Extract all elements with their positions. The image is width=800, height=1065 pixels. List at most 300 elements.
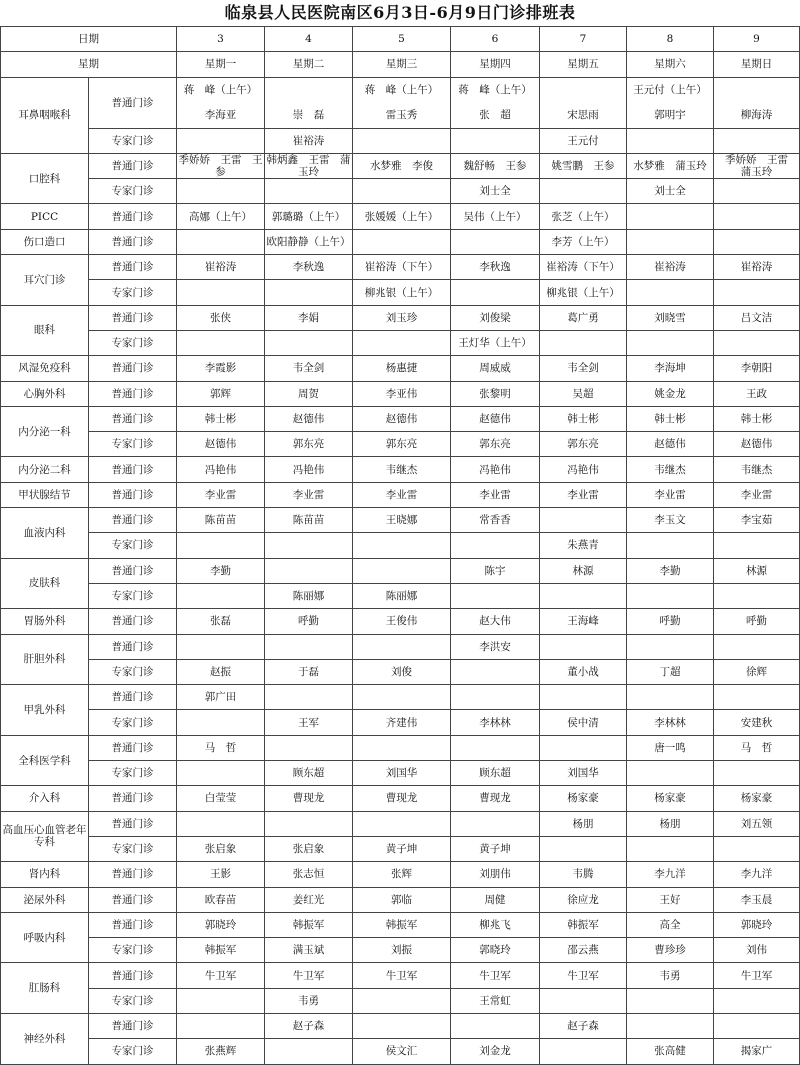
schedule-row [1,710,800,735]
schedule-cell: 李勤 [627,558,714,583]
schedule-cell: 柳兆银（上午） [540,280,627,305]
doctor-name: 郭明宇 [654,108,686,121]
clinic-type: 专家门诊 [89,761,177,786]
schedule-cell: 崔裕涛（下午） [540,255,627,280]
schedule-cell [714,583,800,608]
schedule-cell: 高全 [627,912,714,937]
schedule-cell: 魏舒畅 王参 [451,153,540,178]
schedule-cell: 郭东亮 [265,432,353,457]
schedule-cell [451,583,540,608]
schedule-cell [177,1013,265,1038]
schedule-cell: 李业雷 [177,482,265,507]
doctor-name [266,78,351,103]
schedule-cell [714,1013,800,1038]
clinic-type: 专家门诊 [89,988,177,1013]
schedule-cell [540,77,627,128]
schedule-table [0,26,800,1065]
schedule-cell: 赵德伟 [714,432,800,457]
schedule-cell [627,229,714,254]
schedule-cell: 王海峰 [540,609,627,634]
schedule-cell [627,330,714,355]
schedule-cell: 韩振军 [265,912,353,937]
schedule-cell: 张启象 [177,836,265,861]
schedule-cell: 姚金龙 [627,381,714,406]
department-name: 甲状腺结节 [1,482,89,507]
clinic-type: 普通门诊 [89,508,177,533]
schedule-cell: 黄子坤 [451,836,540,861]
clinic-type: 专家门诊 [89,432,177,457]
schedule-row [1,938,800,963]
clinic-type: 普通门诊 [89,204,177,229]
schedule-cell: 郭晓玲 [714,912,800,937]
schedule-cell [353,179,451,204]
schedule-row [1,381,800,406]
schedule-cell [177,77,265,128]
schedule-cell [451,533,540,558]
department-name: 伤口造口 [1,229,89,254]
clinic-type: 专家门诊 [89,836,177,861]
schedule-cell: 王灯华（上午） [451,330,540,355]
schedule-cell: 张启象 [265,836,353,861]
department-name: 皮肤科 [1,558,89,609]
schedule-cell: 唐一鸣 [627,735,714,760]
schedule-cell: 水梦雅 蒲玉玲 [627,153,714,178]
weekday-header-label: 星期 [1,52,177,77]
schedule-cell: 刘晓雪 [627,305,714,330]
schedule-cell: 王影 [177,862,265,887]
schedule-cell: 刘俊梁 [451,305,540,330]
schedule-cell [177,761,265,786]
schedule-cell: 李勤 [177,558,265,583]
schedule-cell: 季娇娇 王雷 蒲玉玲 [714,153,800,178]
schedule-row [1,963,800,988]
schedule-cell: 韩振军 [540,912,627,937]
clinic-type: 普通门诊 [89,77,177,128]
schedule-cell: 张高健 [627,1039,714,1064]
clinic-type: 专家门诊 [89,938,177,963]
schedule-cell: 韩振军 [177,938,265,963]
weekday-header-cell: 星期日 [714,52,800,77]
schedule-row [1,836,800,861]
schedule-row [1,1013,800,1038]
schedule-cell: 李业雷 [265,482,353,507]
schedule-cell: 李玉晨 [714,887,800,912]
schedule-cell: 曹现龙 [451,786,540,811]
schedule-cell: 曹现龙 [353,786,451,811]
department-name: 耳鼻咽喉科 [1,77,89,153]
schedule-cell: 崔裕涛 [265,128,353,153]
schedule-cell: 周威威 [451,356,540,381]
schedule-cell [451,280,540,305]
department-name: 神经外科 [1,1013,89,1064]
clinic-type: 普通门诊 [89,255,177,280]
schedule-cell: 杨朋 [627,811,714,836]
schedule-cell: 吴超 [540,381,627,406]
schedule-cell: 刘国华 [540,761,627,786]
department-name: 全科医学科 [1,735,89,786]
department-name: 血液内科 [1,508,89,559]
schedule-cell: 李业雷 [627,482,714,507]
schedule-cell: 林源 [540,558,627,583]
schedule-cell: 赵振 [177,659,265,684]
doctor-name [541,78,625,103]
schedule-cell: 韦继杰 [627,457,714,482]
clinic-type: 普通门诊 [89,229,177,254]
schedule-cell [265,811,353,836]
schedule-cell: 呼勤 [265,609,353,634]
schedule-cell [265,735,353,760]
schedule-cell: 郭璐璐（上午） [265,204,353,229]
schedule-cell [451,811,540,836]
date-header-cell: 7 [540,27,627,52]
weekday-header-cell: 星期四 [451,52,540,77]
clinic-type: 普通门诊 [89,609,177,634]
schedule-cell: 韦全剑 [540,356,627,381]
schedule-cell: 侯中清 [540,710,627,735]
schedule-cell: 安建秋 [714,710,800,735]
schedule-row [1,229,800,254]
schedule-row [1,330,800,355]
schedule-cell [353,533,451,558]
doctor-name: 崇 磊 [292,108,325,121]
schedule-cell: 冯艳伟 [177,457,265,482]
schedule-cell: 马 哲 [177,735,265,760]
schedule-cell: 牛卫军 [451,963,540,988]
schedule-cell: 韦继杰 [353,457,451,482]
doctor-name: 李海亚 [204,108,237,121]
schedule-row [1,862,800,887]
schedule-cell: 水梦雅 李俊 [353,153,451,178]
schedule-cell: 杨家豪 [627,786,714,811]
schedule-cell [353,811,451,836]
schedule-cell [627,685,714,710]
schedule-cell [714,204,800,229]
page-title: 临泉县人民医院南区6月3日-6月9日门诊排班表 [224,3,576,22]
schedule-cell [627,204,714,229]
schedule-cell: 韦继杰 [714,457,800,482]
schedule-row [1,533,800,558]
schedule-cell [265,533,353,558]
date-header-cell: 6 [451,27,540,52]
schedule-cell [714,761,800,786]
schedule-cell: 刘玉珍 [353,305,451,330]
schedule-cell [627,836,714,861]
schedule-cell: 李业雷 [714,482,800,507]
schedule-cell [627,280,714,305]
clinic-type: 普通门诊 [89,305,177,330]
schedule-cell: 韩士彬 [627,406,714,431]
schedule-cell: 刘伟 [714,938,800,963]
department-name: 风湿免疫科 [1,356,89,381]
department-name: 肝胆外科 [1,634,89,685]
schedule-cell [714,634,800,659]
schedule-cell [714,533,800,558]
schedule-cell: 韦勇 [627,963,714,988]
schedule-cell [177,179,265,204]
schedule-row [1,179,800,204]
schedule-cell [451,77,540,128]
schedule-cell [177,280,265,305]
schedule-cell: 欧阳静静（上午） [265,229,353,254]
clinic-type: 普通门诊 [89,482,177,507]
schedule-cell: 李宝茹 [714,508,800,533]
schedule-cell [177,710,265,735]
schedule-cell [540,836,627,861]
schedule-row [1,659,800,684]
schedule-cell: 韦腾 [540,862,627,887]
schedule-cell: 周贺 [265,381,353,406]
schedule-cell: 李芳（上午） [540,229,627,254]
schedule-cell [714,330,800,355]
schedule-row [1,204,800,229]
schedule-cell: 呼勤 [714,609,800,634]
schedule-cell [353,77,451,128]
schedule-cell: 刘金龙 [451,1039,540,1064]
schedule-cell [177,634,265,659]
schedule-cell: 郭晓玲 [177,912,265,937]
schedule-cell [540,685,627,710]
schedule-cell: 赵子森 [265,1013,353,1038]
department-name: 耳穴门诊 [1,255,89,306]
schedule-cell: 韦全剑 [265,356,353,381]
schedule-cell [177,330,265,355]
clinic-type: 普通门诊 [89,1013,177,1038]
schedule-cell: 李秋逸 [265,255,353,280]
schedule-cell [714,229,800,254]
schedule-cell: 牛卫军 [353,963,451,988]
schedule-cell: 吕文洁 [714,305,800,330]
schedule-cell [627,1013,714,1038]
schedule-cell: 张黎明 [451,381,540,406]
schedule-row [1,280,800,305]
department-name: 介入科 [1,786,89,811]
schedule-cell: 赵子森 [540,1013,627,1038]
schedule-row [1,432,800,457]
schedule-cell: 陈苗苗 [265,508,353,533]
schedule-cell [177,128,265,153]
schedule-cell [714,280,800,305]
clinic-type: 专家门诊 [89,583,177,608]
schedule-cell: 王俊伟 [353,609,451,634]
schedule-cell: 郭东亮 [353,432,451,457]
schedule-cell: 齐建伟 [353,710,451,735]
schedule-cell [714,128,800,153]
schedule-row [1,887,800,912]
clinic-type: 专家门诊 [89,1039,177,1064]
schedule-cell: 陈丽娜 [353,583,451,608]
weekday-header-cell: 星期一 [177,52,265,77]
weekday-header-cell: 星期三 [353,52,451,77]
schedule-cell [265,558,353,583]
schedule-cell: 张侠 [177,305,265,330]
schedule-row [1,356,800,381]
schedule-cell [627,583,714,608]
department-name: 肾内科 [1,862,89,887]
schedule-cell [540,634,627,659]
schedule-cell: 徐辉 [714,659,800,684]
schedule-cell: 柳兆飞 [451,912,540,937]
weekday-header-cell: 星期五 [540,52,627,77]
schedule-cell [353,128,451,153]
schedule-cell [451,1013,540,1038]
schedule-cell [265,77,353,128]
clinic-type: 普通门诊 [89,634,177,659]
schedule-cell [714,77,800,128]
clinic-type: 普通门诊 [89,558,177,583]
schedule-cell: 赵德伟 [451,406,540,431]
schedule-cell: 郭东亮 [540,432,627,457]
schedule-cell: 欧春苗 [177,887,265,912]
doctor-name: 王元付（上午） [633,83,707,96]
weekday-header-cell: 星期二 [265,52,353,77]
clinic-type: 专家门诊 [89,533,177,558]
department-name: 眼科 [1,305,89,356]
schedule-cell: 牛卫军 [714,963,800,988]
schedule-cell: 丁超 [627,659,714,684]
schedule-cell: 王军 [265,710,353,735]
schedule-cell: 韩炳鑫 王雷 蒲玉玲 [266,154,351,179]
clinic-type: 普通门诊 [89,356,177,381]
clinic-type: 普通门诊 [89,457,177,482]
schedule-cell: 杨朋 [540,811,627,836]
schedule-cell: 张志恒 [265,862,353,887]
schedule-cell [451,128,540,153]
schedule-cell: 张辉 [353,862,451,887]
schedule-cell [540,1039,627,1064]
schedule-cell [353,988,451,1013]
schedule-cell: 赵大伟 [451,609,540,634]
schedule-cell: 刘五领 [714,811,800,836]
schedule-cell: 郭辉 [177,381,265,406]
schedule-cell: 韩士彬 [177,406,265,431]
schedule-row [1,634,800,659]
schedule-row [1,153,800,178]
schedule-cell: 马 哲 [714,735,800,760]
schedule-cell: 王好 [627,887,714,912]
doctor-name: 宋思雨 [567,108,599,121]
schedule-row [1,685,800,710]
schedule-cell [353,558,451,583]
schedule-cell: 刘俊 [353,659,451,684]
schedule-row [1,583,800,608]
schedule-cell: 葛广勇 [540,305,627,330]
schedule-cell: 白莹莹 [177,786,265,811]
date-header-cell: 5 [353,27,451,52]
schedule-cell: 刘朋伟 [451,862,540,887]
schedule-cell: 朱燕青 [540,533,627,558]
schedule-cell [451,229,540,254]
schedule-cell: 王政 [714,381,800,406]
schedule-cell: 崔裕涛 [714,255,800,280]
schedule-cell [540,735,627,760]
schedule-cell: 曹珍珍 [627,938,714,963]
schedule-cell: 李秋逸 [451,255,540,280]
clinic-type: 普通门诊 [89,862,177,887]
schedule-cell: 刘士全 [627,179,714,204]
schedule-row [1,609,800,634]
schedule-cell [714,685,800,710]
schedule-cell [627,77,714,128]
schedule-row [1,406,800,431]
schedule-cell [714,988,800,1013]
schedule-cell: 侯文汇 [353,1039,451,1064]
schedule-cell [177,533,265,558]
schedule-cell: 赵德伟 [627,432,714,457]
clinic-type: 专家门诊 [89,280,177,305]
schedule-cell [265,1039,353,1064]
schedule-cell: 顾东超 [265,761,353,786]
schedule-cell: 韦勇 [265,988,353,1013]
schedule-cell: 李九洋 [627,862,714,887]
schedule-cell: 郭广田 [177,685,265,710]
schedule-body [1,27,800,1065]
schedule-cell [353,229,451,254]
schedule-cell: 赵德伟 [177,432,265,457]
schedule-row [1,77,800,128]
weekday-header-cell: 星期六 [627,52,714,77]
schedule-cell [353,735,451,760]
schedule-cell: 杨家豪 [714,786,800,811]
schedule-cell: 牛卫军 [265,963,353,988]
schedule-cell [353,1013,451,1038]
schedule-row [1,912,800,937]
schedule-cell: 邵云燕 [540,938,627,963]
department-name: 肛肠科 [1,963,89,1014]
schedule-cell: 揭家广 [714,1039,800,1064]
schedule-cell [451,685,540,710]
schedule-cell: 李亚伟 [353,381,451,406]
schedule-cell: 王常虹 [451,988,540,1013]
date-header-label: 日期 [1,27,177,52]
department-name: 内分泌一科 [1,406,89,457]
schedule-row [1,735,800,760]
clinic-type: 普通门诊 [89,786,177,811]
department-name: 泌尿外科 [1,887,89,912]
schedule-cell: 张媛媛（上午） [353,204,451,229]
schedule-cell [540,330,627,355]
schedule-cell: 郭临 [353,887,451,912]
schedule-cell: 崔裕涛（下午） [353,255,451,280]
department-name: 呼吸内科 [1,912,89,963]
schedule-cell: 李洪安 [451,634,540,659]
schedule-cell: 陈苗苗 [177,508,265,533]
schedule-cell [451,735,540,760]
schedule-cell: 崔裕涛 [177,255,265,280]
clinic-type: 普通门诊 [89,811,177,836]
schedule-row [1,255,800,280]
doctor-name [715,78,798,103]
department-name: 心胸外科 [1,381,89,406]
schedule-cell: 李林林 [451,710,540,735]
clinic-type: 专家门诊 [89,659,177,684]
schedule-cell: 呼勤 [627,609,714,634]
schedule-cell: 顾东超 [451,761,540,786]
clinic-type: 普通门诊 [89,406,177,431]
schedule-cell: 满玉斌 [265,938,353,963]
schedule-cell [353,685,451,710]
schedule-row [1,988,800,1013]
schedule-cell: 吴伟（上午） [451,204,540,229]
schedule-cell [265,330,353,355]
schedule-cell: 杨惠捷 [353,356,451,381]
schedule-cell [540,179,627,204]
schedule-cell [265,179,353,204]
schedule-cell [714,179,800,204]
schedule-cell [451,659,540,684]
schedule-cell [353,634,451,659]
schedule-cell: 陈宇 [451,558,540,583]
schedule-cell: 李九洋 [714,862,800,887]
